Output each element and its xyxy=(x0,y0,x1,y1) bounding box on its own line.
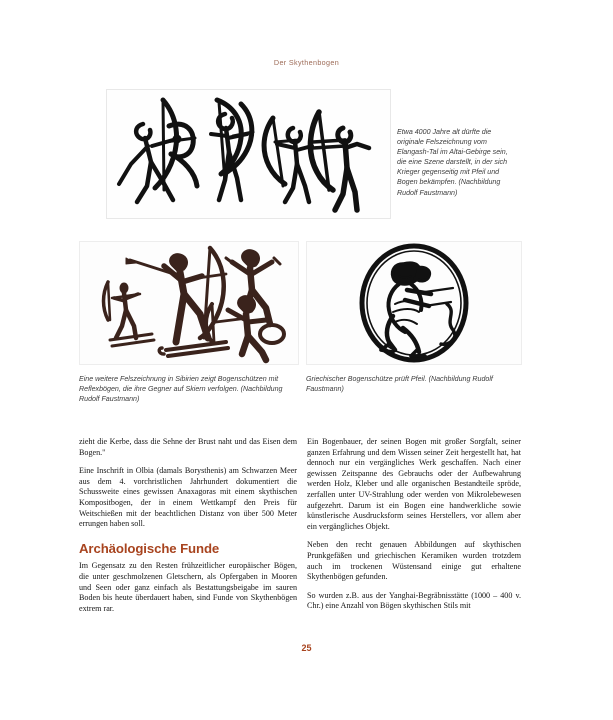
figure-greek-vase-archer xyxy=(306,241,522,365)
paragraph-left-3: Im Gegensatz zu den Resten frühzeitlicher europäischer Bögen, die unter geschmolzenen Gletschern, als Opfergaben in Mooren und Seen oder ganz einfach als Bestattungsbeigabe im sauren Boden bis heute überdauert haben, sind Funde von Skythenbögen extrem rar. xyxy=(79,561,297,613)
caption-figure-3: Griechischer Bogenschütze prüft Pfeil. (Nachbildung Rudolf Faustmann) xyxy=(306,375,493,394)
caption-figure-1: Etwa 4000 Jahre alt dürfte die originale Felszeichnung vom Elangash-Tal im Altai-Gebirge sein, die eine Szene darstellt, in der sich Krieger gegenseitig mit Pfeil und Bogen bekämpfen. (Nachbildung Rudolf Faustmann) xyxy=(397,128,508,197)
paragraph-right-2: Neben den recht genauen Abbildungen auf skythischen Prunkgefäßen und griechischen Keramiken wurden trotzdem auch im trockenen Wüstensand einige gut erhaltene Skythenbögen gefunden. xyxy=(307,540,521,582)
section-heading-archaeologische-funde: Archäologische Funde xyxy=(79,540,220,556)
caption-figure-2: Eine weitere Felszeichnung in Sibirien zeigt Bogenschützen mit Reflexbögen, die ihre Gegner auf Skiern verfolgen. (Nachbildung Rudolf Faustmann) xyxy=(79,375,283,404)
page-number: 25 xyxy=(301,643,312,653)
paragraph-left-1: zieht die Kerbe, dass die Sehne der Brust naht und das Eisen dem Bogen." xyxy=(79,437,297,457)
body-column-right xyxy=(307,437,521,612)
paragraph-right-1: Ein Bogenbauer, der seinen Bogen mit großer Sorgfalt, seiner ganzen Erfahrung und dem Wissen seiner Zeit hergestellt hat, hat dennoch nur ein vergängliches Werk geschaffen. Nach einer gewissen Zeitspanne des Gebrauchs oder der Aufbewahrung werden Holz, Kleber und alle organischen Bestandteile spröde, zerfallen unter UV-Strahlung oder werden von Mikrolebewesen aufgezehrt. Darum ist ein Bogen eine handwerkliche sowie künstlerische Ausdrucksform seines Herstellers, vor allem aber ein vergängliches Objekt. xyxy=(307,437,521,531)
paragraph-left-2: Eine Inschrift in Olbia (damals Borysthenis) am Schwarzen Meer aus dem 4. vorchristlichen Jahrhundert dokumentiert die Schussweite eines gewissen Anaxagoras mit einem skythischen Kompositbogen, der in einem Wettkampf den Preis für Weitschießen mit der beachtlichen Distanz von über 500 Meter errungen haben soll. xyxy=(79,466,297,529)
figure-rock-drawing-elangash xyxy=(106,89,391,219)
body-column-left xyxy=(79,437,297,614)
figure-rock-drawing-siberia-skiers xyxy=(79,241,299,365)
running-head: Der Skythenbogen xyxy=(273,58,340,67)
paragraph-right-3: So wurden z.B. aus der Yanghai-Begräbnisstätte (1000 – 400 v. Chr.) eine Anzahl von Bögen skythischen Stils mit xyxy=(307,590,521,611)
